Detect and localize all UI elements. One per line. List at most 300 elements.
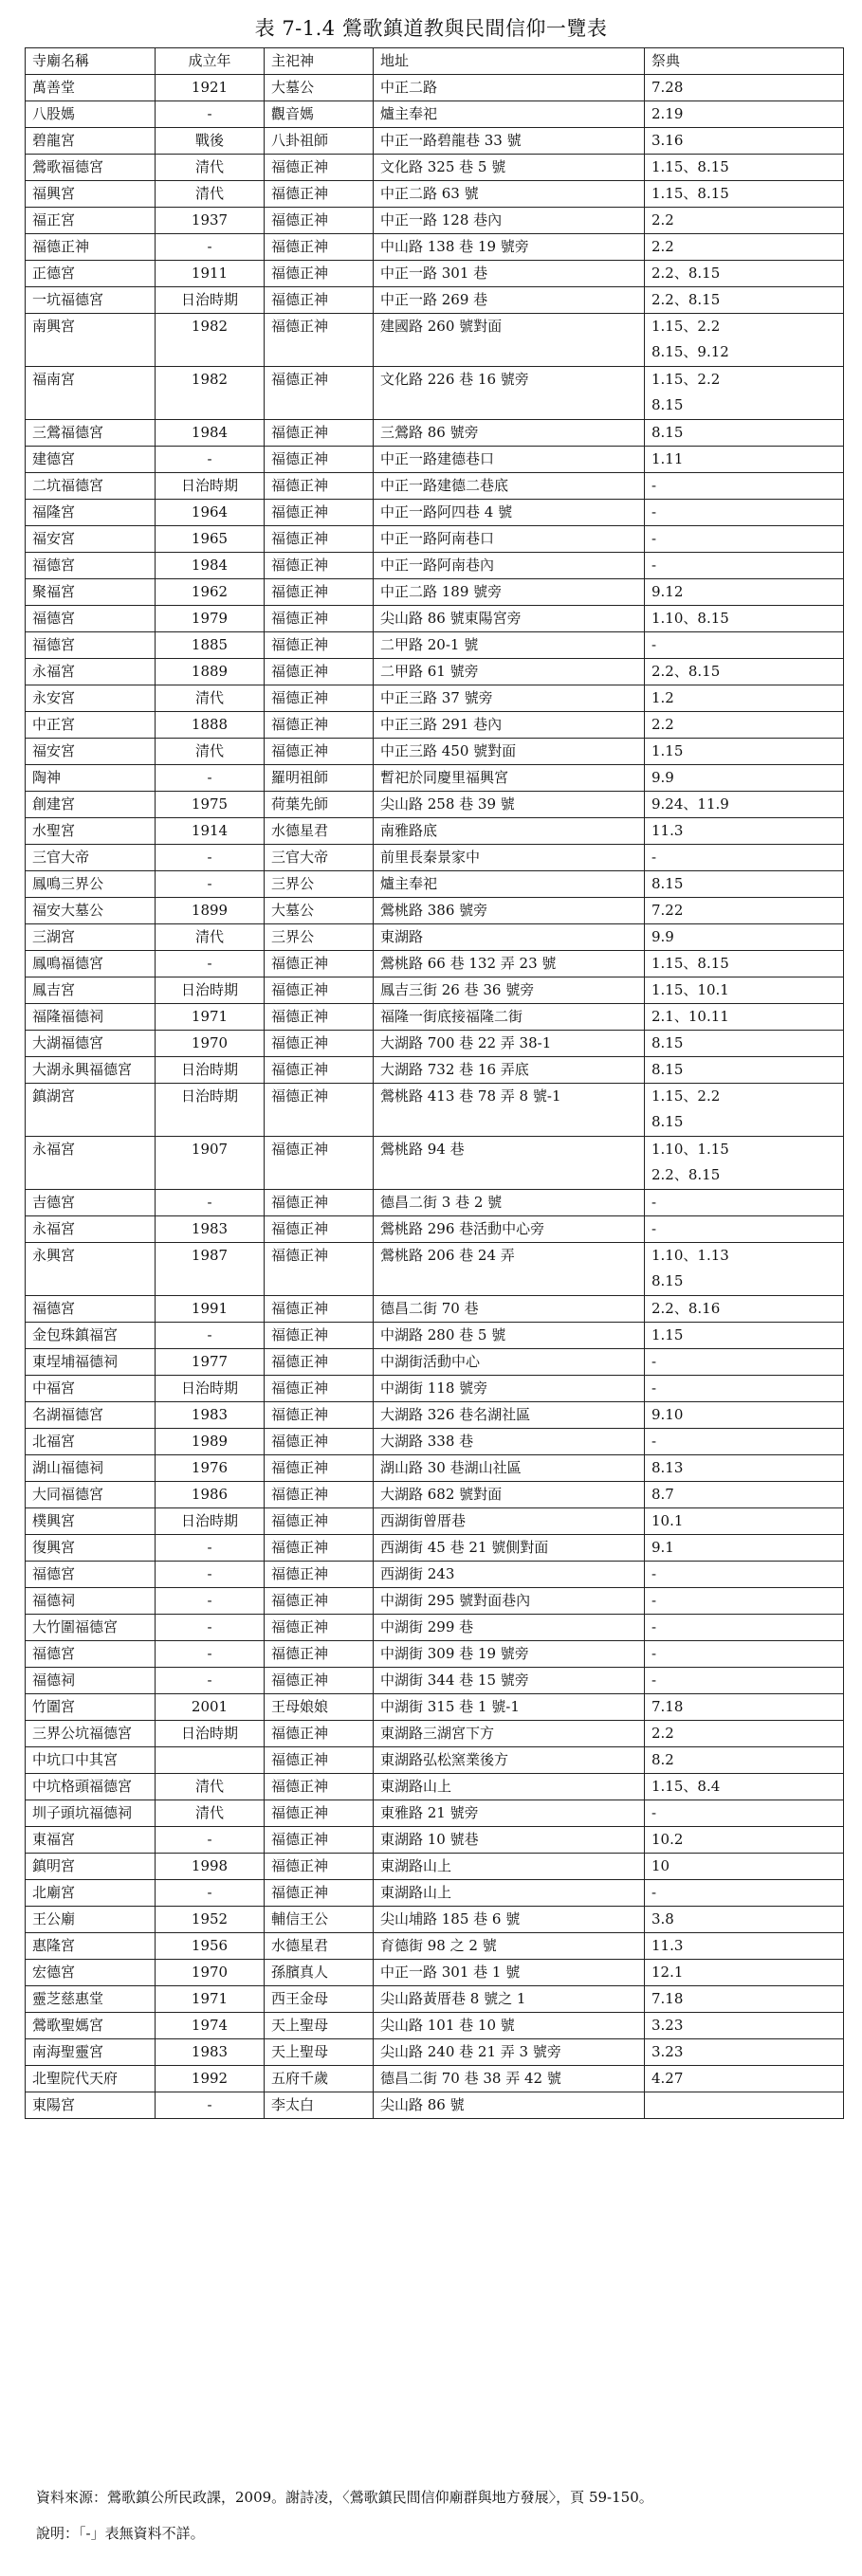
cell-deity: 福德正神 — [265, 234, 374, 261]
cell-deity: 李太白 — [265, 2092, 374, 2119]
table-row — [26, 1562, 844, 1588]
cell-festival: 2.2、8.15 — [645, 261, 844, 287]
header-deity: 主祀神 — [265, 48, 374, 75]
cell-name: 鶯歌聖媽宮 — [26, 2013, 156, 2039]
cell-festival: 1.15 — [645, 1323, 844, 1349]
cell-festival: 7.18 — [645, 1694, 844, 1721]
cell-year — [156, 1747, 265, 1774]
cell-festival: - — [645, 1588, 844, 1615]
cell-name: 中坑格頭福德宮 — [26, 1774, 156, 1800]
cell-year: 1977 — [156, 1349, 265, 1376]
cell-deity: 福德正神 — [265, 1535, 374, 1562]
header-name: 寺廟名稱 — [26, 48, 156, 75]
cell-year: - — [156, 1615, 265, 1641]
cell-name: 正德宮 — [26, 261, 156, 287]
cell-festival: 9.1 — [645, 1535, 844, 1562]
cell-year: 日治時期 — [156, 1084, 265, 1137]
cell-deity: 福德正神 — [265, 632, 374, 659]
cell-festival: 10.1 — [645, 1508, 844, 1535]
cell-year: 清代 — [156, 685, 265, 712]
cell-festival: 3.23 — [645, 2039, 844, 2066]
cell-year: 1899 — [156, 898, 265, 924]
cell-year: 1974 — [156, 2013, 265, 2039]
cell-festival: 1.15、2.2 8.15 — [645, 1084, 844, 1137]
cell-address: 東湖路山上 — [374, 1880, 645, 1907]
cell-festival: 1.15、8.4 — [645, 1774, 844, 1800]
cell-name: 福德祠 — [26, 1588, 156, 1615]
cell-address: 文化路 325 巷 5 號 — [374, 155, 645, 181]
cell-festival: 11.3 — [645, 818, 844, 845]
cell-year: - — [156, 1535, 265, 1562]
cell-address: 中正二路 63 號 — [374, 181, 645, 208]
table-row — [26, 1402, 844, 1429]
cell-name: 聚福宮 — [26, 579, 156, 606]
cell-name: 二坑福德宮 — [26, 473, 156, 500]
cell-year: - — [156, 951, 265, 977]
cell-year: - — [156, 765, 265, 792]
cell-deity: 福德正神 — [265, 1588, 374, 1615]
table-row — [26, 845, 844, 871]
cell-year: 1982 — [156, 314, 265, 367]
cell-name: 福隆福德祠 — [26, 1004, 156, 1031]
cell-address: 暫祀於同慶里福興宮 — [374, 765, 645, 792]
cell-name: 鶯歌福德宮 — [26, 155, 156, 181]
cell-festival: 1.15、8.15 — [645, 181, 844, 208]
cell-year: 1986 — [156, 1482, 265, 1508]
cell-year: - — [156, 1668, 265, 1694]
table-notes — [36, 2479, 653, 2551]
cell-year: 戰後 — [156, 128, 265, 155]
cell-festival: - — [645, 1562, 844, 1588]
cell-deity: 福德正神 — [265, 1747, 374, 1774]
cell-address: 中湖街 295 號對面巷內 — [374, 1588, 645, 1615]
table-row — [26, 500, 844, 526]
cell-address: 二甲路 61 號旁 — [374, 659, 645, 685]
cell-deity: 福德正神 — [265, 261, 374, 287]
cell-name: 鎮湖宮 — [26, 1084, 156, 1137]
table-row — [26, 473, 844, 500]
cell-festival: - — [645, 1190, 844, 1216]
table-row — [26, 75, 844, 101]
cell-festival: - — [645, 1349, 844, 1376]
cell-year: 1970 — [156, 1960, 265, 1986]
table-row — [26, 2092, 844, 2119]
cell-name: 鎮明宮 — [26, 1854, 156, 1880]
cell-festival: 2.1、10.11 — [645, 1004, 844, 1031]
cell-deity: 天上聖母 — [265, 2039, 374, 2066]
cell-name: 八股媽 — [26, 101, 156, 128]
cell-year: - — [156, 1588, 265, 1615]
cell-address: 中正三路 291 巷內 — [374, 712, 645, 739]
cell-festival: 2.2 — [645, 1721, 844, 1747]
cell-year: 日治時期 — [156, 1057, 265, 1084]
table-row — [26, 1986, 844, 2013]
cell-festival: 8.15 — [645, 871, 844, 898]
cell-year: 清代 — [156, 739, 265, 765]
cell-deity: 觀音媽 — [265, 101, 374, 128]
cell-name: 永安宮 — [26, 685, 156, 712]
cell-address: 南雅路底 — [374, 818, 645, 845]
table-row — [26, 1031, 844, 1057]
table-row — [26, 1800, 844, 1827]
cell-name: 竹圍宮 — [26, 1694, 156, 1721]
table-row — [26, 526, 844, 553]
cell-festival: 2.2、8.16 — [645, 1296, 844, 1323]
cell-festival: 12.1 — [645, 1960, 844, 1986]
table-row — [26, 1429, 844, 1455]
cell-deity: 福德正神 — [265, 685, 374, 712]
cell-festival: - — [645, 845, 844, 871]
cell-address: 尖山路 240 巷 21 弄 3 號旁 — [374, 2039, 645, 2066]
cell-deity: 福德正神 — [265, 1137, 374, 1190]
cell-name: 陶神 — [26, 765, 156, 792]
cell-name: 圳子頭坑福德祠 — [26, 1800, 156, 1827]
cell-address: 尖山路 86 號東陽宮旁 — [374, 606, 645, 632]
cell-address: 中山路 138 巷 19 號旁 — [374, 234, 645, 261]
cell-festival: - — [645, 500, 844, 526]
cell-festival: 1.10、8.15 — [645, 606, 844, 632]
table-row — [26, 2066, 844, 2092]
cell-address: 鶯桃路 386 號旁 — [374, 898, 645, 924]
cell-address: 德昌二街 70 巷 — [374, 1296, 645, 1323]
table-row — [26, 447, 844, 473]
cell-address: 中正一路建德二巷底 — [374, 473, 645, 500]
table-row — [26, 1615, 844, 1641]
cell-deity: 五府千歲 — [265, 2066, 374, 2092]
cell-deity: 福德正神 — [265, 977, 374, 1004]
cell-deity: 福德正神 — [265, 1296, 374, 1323]
cell-year: 1976 — [156, 1455, 265, 1482]
cell-address: 中湖街 118 號旁 — [374, 1376, 645, 1402]
cell-year: 1964 — [156, 500, 265, 526]
cell-name: 福德宮 — [26, 1296, 156, 1323]
cell-deity: 福德正神 — [265, 155, 374, 181]
cell-name: 湖山福德祠 — [26, 1455, 156, 1482]
cell-address: 大湖路 700 巷 22 弄 38-1 — [374, 1031, 645, 1057]
cell-name: 永福宮 — [26, 1137, 156, 1190]
cell-festival: 1.15、8.15 — [645, 155, 844, 181]
cell-festival: 7.18 — [645, 1986, 844, 2013]
cell-deity: 福德正神 — [265, 1402, 374, 1429]
cell-name: 樸興宮 — [26, 1508, 156, 1535]
table-row — [26, 208, 844, 234]
cell-name: 名湖福德宮 — [26, 1402, 156, 1429]
cell-name: 福德宮 — [26, 1562, 156, 1588]
cell-name: 靈芝慈惠堂 — [26, 1986, 156, 2013]
table-body — [26, 75, 844, 2119]
cell-year: 日治時期 — [156, 1376, 265, 1402]
cell-name: 中坑口中其宮 — [26, 1747, 156, 1774]
cell-festival: 1.15、2.2 8.15、9.12 — [645, 314, 844, 367]
cell-name: 復興宮 — [26, 1535, 156, 1562]
cell-address: 大湖路 682 號對面 — [374, 1482, 645, 1508]
cell-festival: 1.15、8.15 — [645, 951, 844, 977]
cell-name: 福德宮 — [26, 606, 156, 632]
cell-festival: 10 — [645, 1854, 844, 1880]
cell-year: - — [156, 234, 265, 261]
cell-festival: 1.15、2.2 8.15 — [645, 367, 844, 420]
cell-deity: 福德正神 — [265, 1243, 374, 1296]
cell-festival: 9.10 — [645, 1402, 844, 1429]
cell-year: 1885 — [156, 632, 265, 659]
table-row — [26, 977, 844, 1004]
cell-festival: - — [645, 526, 844, 553]
table-row — [26, 420, 844, 447]
cell-year: - — [156, 871, 265, 898]
cell-name: 東福宮 — [26, 1827, 156, 1854]
cell-address: 德昌二街 3 巷 2 號 — [374, 1190, 645, 1216]
table-row — [26, 1190, 844, 1216]
cell-deity: 福德正神 — [265, 1482, 374, 1508]
cell-name: 福德宮 — [26, 553, 156, 579]
table-row — [26, 261, 844, 287]
table-row — [26, 1907, 844, 1933]
cell-address: 鶯桃路 66 巷 132 弄 23 號 — [374, 951, 645, 977]
cell-year: - — [156, 101, 265, 128]
cell-deity: 福德正神 — [265, 553, 374, 579]
cell-address: 鶯桃路 94 巷 — [374, 1137, 645, 1190]
cell-year: 1991 — [156, 1296, 265, 1323]
cell-name: 北聖院代天府 — [26, 2066, 156, 2092]
cell-festival: 1.15 — [645, 739, 844, 765]
cell-year: - — [156, 1641, 265, 1668]
cell-address: 大湖路 732 巷 16 弄底 — [374, 1057, 645, 1084]
cell-festival: 7.28 — [645, 75, 844, 101]
cell-deity: 天上聖母 — [265, 2013, 374, 2039]
cell-name: 三界公坑福德宮 — [26, 1721, 156, 1747]
cell-festival: 1.11 — [645, 447, 844, 473]
cell-name: 一坑福德宮 — [26, 287, 156, 314]
cell-year: 1971 — [156, 1986, 265, 2013]
cell-festival: 10.2 — [645, 1827, 844, 1854]
cell-address: 爐主奉祀 — [374, 871, 645, 898]
cell-year: 1987 — [156, 1243, 265, 1296]
cell-address: 中湖街 299 巷 — [374, 1615, 645, 1641]
cell-deity: 福德正神 — [265, 447, 374, 473]
cell-festival: - — [645, 1216, 844, 1243]
cell-year: - — [156, 845, 265, 871]
cell-address: 鶯桃路 206 巷 24 弄 — [374, 1243, 645, 1296]
cell-name: 北福宮 — [26, 1429, 156, 1455]
cell-address: 東湖路山上 — [374, 1854, 645, 1880]
cell-year: 1983 — [156, 1402, 265, 1429]
cell-name: 萬善堂 — [26, 75, 156, 101]
cell-address: 中正一路碧龍巷 33 號 — [374, 128, 645, 155]
table-row — [26, 951, 844, 977]
table-row — [26, 1508, 844, 1535]
table-row — [26, 606, 844, 632]
table-row — [26, 739, 844, 765]
cell-festival: - — [645, 553, 844, 579]
cell-deity: 福德正神 — [265, 1190, 374, 1216]
cell-name: 王公廟 — [26, 1907, 156, 1933]
cell-deity: 福德正神 — [265, 1508, 374, 1535]
cell-year: 日治時期 — [156, 473, 265, 500]
cell-deity: 福德正神 — [265, 1800, 374, 1827]
table-row — [26, 1747, 844, 1774]
cell-name: 中正宮 — [26, 712, 156, 739]
cell-name: 三官大帝 — [26, 845, 156, 871]
cell-address: 西湖街 243 — [374, 1562, 645, 1588]
cell-festival: 3.16 — [645, 128, 844, 155]
cell-name: 三鶯福德宮 — [26, 420, 156, 447]
temple-table — [25, 47, 844, 2119]
cell-deity: 福德正神 — [265, 1668, 374, 1694]
cell-name: 建德宮 — [26, 447, 156, 473]
cell-address: 育德街 98 之 2 號 — [374, 1933, 645, 1960]
cell-festival: 2.2 — [645, 712, 844, 739]
cell-deity: 三官大帝 — [265, 845, 374, 871]
cell-year: 1956 — [156, 1933, 265, 1960]
table-row — [26, 1668, 844, 1694]
cell-festival: - — [645, 1429, 844, 1455]
table-header-row — [26, 48, 844, 75]
cell-festival: 2.2 — [645, 208, 844, 234]
cell-deity: 福德正神 — [265, 1774, 374, 1800]
cell-address: 二甲路 20-1 號 — [374, 632, 645, 659]
cell-address: 鳳吉三街 26 巷 36 號旁 — [374, 977, 645, 1004]
cell-address: 大湖路 326 巷名湖社區 — [374, 1402, 645, 1429]
cell-address: 中湖街 315 巷 1 號-1 — [374, 1694, 645, 1721]
table-title: 表 7-1.4 鶯歌鎮道教與民間信仰一覽表 — [254, 17, 608, 40]
table-row — [26, 101, 844, 128]
cell-deity: 福德正神 — [265, 287, 374, 314]
table-row — [26, 1376, 844, 1402]
cell-deity: 福德正神 — [265, 1641, 374, 1668]
cell-deity: 福德正神 — [265, 1349, 374, 1376]
cell-name: 永福宮 — [26, 659, 156, 685]
cell-address: 中湖街 344 巷 15 號旁 — [374, 1668, 645, 1694]
cell-address: 中正一路阿南巷口 — [374, 526, 645, 553]
table-row — [26, 1694, 844, 1721]
cell-address: 中正二路 — [374, 75, 645, 101]
table-row — [26, 1216, 844, 1243]
cell-year: 1911 — [156, 261, 265, 287]
table-row — [26, 1482, 844, 1508]
cell-address: 東湖路 — [374, 924, 645, 951]
cell-year: 1965 — [156, 526, 265, 553]
cell-deity: 大墓公 — [265, 898, 374, 924]
cell-deity: 福德正神 — [265, 659, 374, 685]
cell-name: 福安宮 — [26, 739, 156, 765]
table-row — [26, 924, 844, 951]
cell-deity: 福德正神 — [265, 1827, 374, 1854]
cell-address: 東湖路弘松窯業後方 — [374, 1747, 645, 1774]
cell-deity: 福德正神 — [265, 606, 374, 632]
cell-festival: 3.8 — [645, 1907, 844, 1933]
cell-address: 德昌二街 70 巷 38 弄 42 號 — [374, 2066, 645, 2092]
cell-name: 福德宮 — [26, 1641, 156, 1668]
cell-year: 1983 — [156, 1216, 265, 1243]
cell-year: 日治時期 — [156, 1721, 265, 1747]
cell-festival: 9.24、11.9 — [645, 792, 844, 818]
table-row — [26, 234, 844, 261]
cell-festival: 2.2、8.15 — [645, 659, 844, 685]
table-row — [26, 792, 844, 818]
cell-deity: 輔信王公 — [265, 1907, 374, 1933]
cell-name: 永福宮 — [26, 1216, 156, 1243]
cell-address: 福隆一街底接福隆二街 — [374, 1004, 645, 1031]
cell-deity: 西王金母 — [265, 1986, 374, 2013]
cell-year: 1982 — [156, 367, 265, 420]
table-row — [26, 128, 844, 155]
cell-deity: 三界公 — [265, 871, 374, 898]
table-row — [26, 818, 844, 845]
cell-year: 1971 — [156, 1004, 265, 1031]
cell-deity: 福德正神 — [265, 1429, 374, 1455]
cell-name: 南興宮 — [26, 314, 156, 367]
cell-address: 中正一路 269 巷 — [374, 287, 645, 314]
cell-festival: - — [645, 632, 844, 659]
cell-name: 三湖宮 — [26, 924, 156, 951]
cell-festival: - — [645, 1615, 844, 1641]
table-row — [26, 1137, 844, 1190]
table-row — [26, 659, 844, 685]
cell-address: 爐主奉祀 — [374, 101, 645, 128]
cell-address: 建國路 260 號對面 — [374, 314, 645, 367]
table-row — [26, 2013, 844, 2039]
cell-name: 碧龍宮 — [26, 128, 156, 155]
cell-year: 日治時期 — [156, 287, 265, 314]
cell-festival: - — [645, 1668, 844, 1694]
table-row — [26, 1721, 844, 1747]
cell-name: 宏德宮 — [26, 1960, 156, 1986]
cell-festival: 8.7 — [645, 1482, 844, 1508]
cell-year: 1937 — [156, 208, 265, 234]
cell-festival: - — [645, 1376, 844, 1402]
cell-name: 福安大墓公 — [26, 898, 156, 924]
cell-festival: 1.2 — [645, 685, 844, 712]
cell-year: - — [156, 1880, 265, 1907]
cell-festival: 9.9 — [645, 924, 844, 951]
cell-year: 1998 — [156, 1854, 265, 1880]
cell-year: 日治時期 — [156, 977, 265, 1004]
cell-festival: 9.12 — [645, 579, 844, 606]
cell-address: 中正一路阿四巷 4 號 — [374, 500, 645, 526]
cell-address: 中正一路 301 巷 — [374, 261, 645, 287]
cell-year: 1979 — [156, 606, 265, 632]
table-row — [26, 1455, 844, 1482]
cell-year: - — [156, 2092, 265, 2119]
cell-festival: - — [645, 1880, 844, 1907]
cell-festival: 4.27 — [645, 2066, 844, 2092]
cell-year: 清代 — [156, 1800, 265, 1827]
table-row — [26, 1880, 844, 1907]
cell-festival: 1.15、10.1 — [645, 977, 844, 1004]
table-row — [26, 1960, 844, 1986]
table-row — [26, 287, 844, 314]
cell-address: 鶯桃路 413 巷 78 弄 8 號-1 — [374, 1084, 645, 1137]
cell-year: 1888 — [156, 712, 265, 739]
cell-festival: 9.9 — [645, 765, 844, 792]
cell-year: - — [156, 1827, 265, 1854]
cell-name: 水聖宮 — [26, 818, 156, 845]
cell-name: 鳳吉宮 — [26, 977, 156, 1004]
table-row — [26, 1933, 844, 1960]
cell-deity: 水德星君 — [265, 1933, 374, 1960]
cell-deity: 福德正神 — [265, 367, 374, 420]
cell-festival: - — [645, 1641, 844, 1668]
cell-deity: 荷葉先師 — [265, 792, 374, 818]
cell-year: 1889 — [156, 659, 265, 685]
cell-festival: 2.19 — [645, 101, 844, 128]
cell-year: 1962 — [156, 579, 265, 606]
cell-name: 福南宮 — [26, 367, 156, 420]
cell-name: 福隆宮 — [26, 500, 156, 526]
cell-festival: 8.13 — [645, 1455, 844, 1482]
cell-deity: 大墓公 — [265, 75, 374, 101]
cell-deity: 福德正神 — [265, 1562, 374, 1588]
